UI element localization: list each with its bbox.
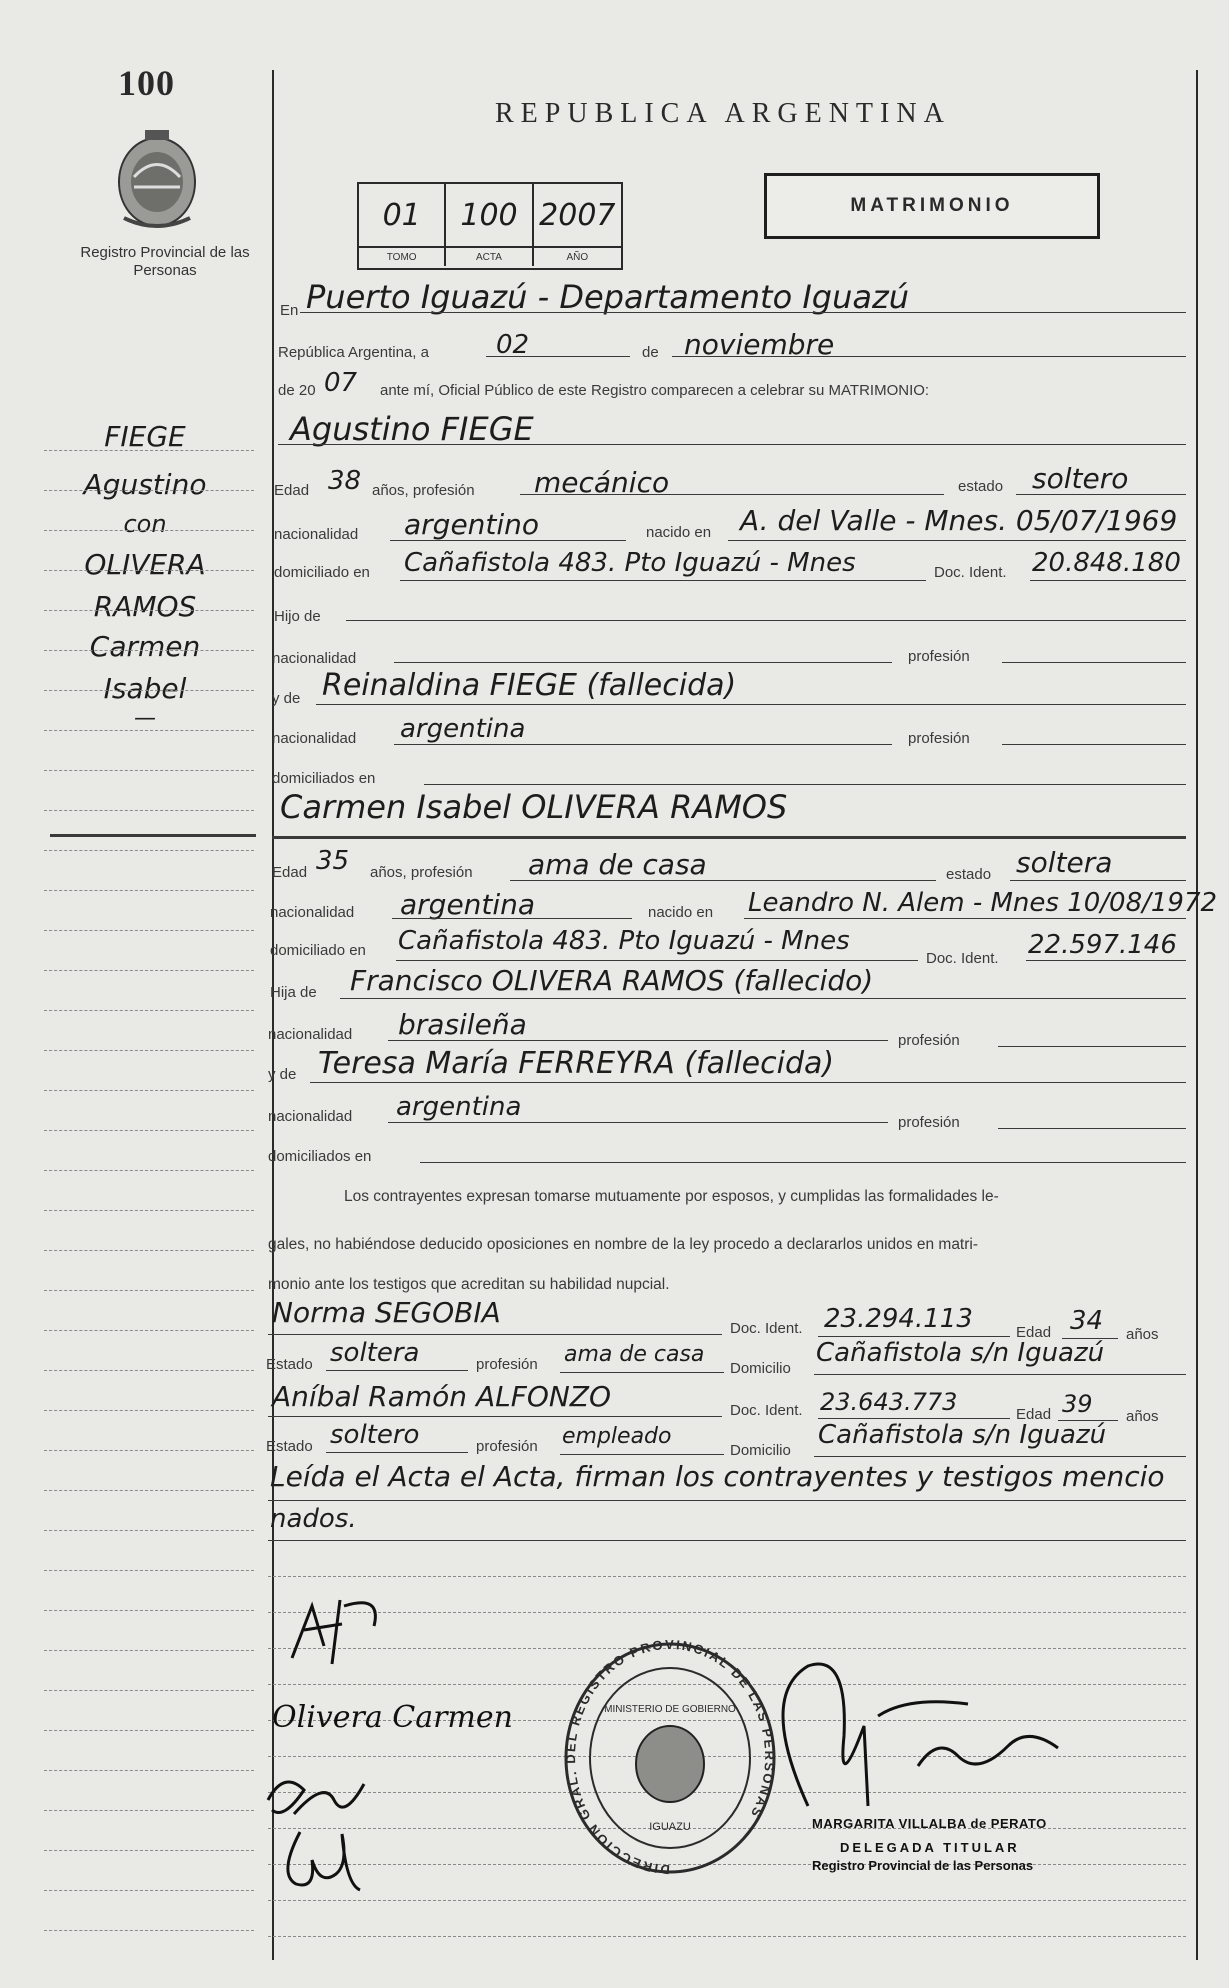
witness1-name: Norma SEGOBIA — [272, 1296, 501, 1329]
margin-ruled-line — [44, 610, 254, 611]
margin-ruled-line — [44, 1530, 254, 1531]
groom-domicile: Cañafistola 483. Pto Iguazú - Mnes — [404, 548, 856, 578]
bride-estado-label: estado — [946, 866, 992, 883]
witness1-domicile: Cañafistola s/n Iguazú — [816, 1338, 1105, 1368]
country-title: REPUBLICA ARGENTINA — [495, 98, 951, 129]
tomo-label: TOMO — [359, 246, 446, 266]
margin-ruled-line — [44, 1890, 254, 1891]
margin-ruled-line — [44, 1730, 254, 1731]
witness2-dom-label: Domicilio — [730, 1442, 791, 1459]
declaration-line-2: gales, no habiéndose deducido oposiciones en nombre de la ley procedo a declararlos unidos en matri- — [268, 1236, 979, 1253]
bride-birthplace: Leandro N. Alem - Mnes 10/08/1972 — [748, 888, 1218, 918]
registry-name: Registro Provincial de las Personas — [80, 244, 250, 279]
witness2-anios-label: años — [1126, 1408, 1159, 1425]
margin-ruled-line — [44, 1330, 254, 1331]
margin-ruled-line — [44, 810, 254, 811]
groom-mother-prof-label: profesión — [908, 730, 970, 747]
groom-nationality: argentino — [404, 508, 540, 541]
groom-nacido-label: nacido en — [646, 524, 712, 541]
signature-1-icon — [282, 1586, 402, 1666]
groom-estado: soltero — [1032, 462, 1129, 495]
margin-ruled-line — [44, 490, 254, 491]
groom-edad-label: Edad — [274, 482, 310, 499]
closing-line-2: nados. — [270, 1504, 357, 1534]
margin-ruled-line — [44, 450, 254, 451]
groom-nac-label: nacionalidad — [274, 526, 359, 543]
bride-nac-label: nacionalidad — [270, 904, 355, 921]
margin-ruled-line — [44, 1290, 254, 1291]
marriage-place: Puerto Iguazú - Departamento Iguazú — [306, 278, 910, 316]
bride-estado: soltera — [1016, 846, 1113, 879]
witness1-dom-label: Domicilio — [730, 1360, 791, 1377]
groom-yde-label: y de — [272, 690, 301, 707]
marriage-month: noviembre — [684, 328, 835, 361]
margin-ruled-line — [44, 730, 254, 731]
margin-separator — [50, 834, 256, 837]
margin-line-4: OLIVERA — [84, 548, 206, 581]
bride-name: Carmen Isabel OLIVERA RAMOS — [280, 788, 788, 826]
margin-ruled-line — [44, 530, 254, 531]
margin-ruled-line — [44, 1610, 254, 1611]
groom-hijo-label: Hijo de — [274, 608, 321, 625]
signature-4-icon — [276, 1824, 366, 1896]
margin-ruled-line — [44, 1050, 254, 1051]
tomo-value: 01 — [382, 197, 421, 233]
bride-yde-label: y de — [268, 1066, 297, 1083]
witness2-estado: soltero — [330, 1420, 420, 1450]
stamp-line-2: DELEGADA TITULAR — [840, 1840, 1020, 1855]
signature-ruled-line — [268, 1576, 1186, 1577]
margin-ruled-line — [44, 1090, 254, 1091]
signature-ruled-line — [268, 1936, 1186, 1937]
acta-label: ACTA — [446, 246, 533, 266]
bride-doc-label: Doc. Ident. — [926, 950, 999, 967]
bride-dom-label: domiciliado en — [270, 942, 366, 959]
witness2-profession: empleado — [562, 1424, 672, 1449]
bride-mother-nac-label: nacionalidad — [268, 1108, 353, 1125]
bride-mother-nationality: argentina — [396, 1092, 522, 1122]
bride-age: 35 — [316, 846, 350, 876]
groom-mother: Reinaldina FIEGE (fallecida) — [322, 668, 737, 703]
bride-profession: ama de casa — [528, 848, 707, 881]
groom-dom-label: domiciliado en — [274, 564, 370, 581]
margin-ruled-line — [44, 1690, 254, 1691]
marriage-day: 02 — [496, 330, 530, 360]
witness1-age: 34 — [1070, 1306, 1104, 1336]
margin-ruled-line — [44, 1130, 254, 1131]
stamp-line-1: MARGARITA VILLALBA de PERATO — [812, 1816, 1047, 1831]
witness2-doc-label: Doc. Ident. — [730, 1402, 803, 1419]
groom-profession: mecánico — [534, 466, 670, 499]
seal-inner-text: MINISTERIO DE GOBIERNO — [604, 1704, 736, 1715]
margin-ruled-line — [44, 1490, 254, 1491]
declaration-line-3: monio ante los testigos que acreditan su habilidad nupcial. — [268, 1276, 670, 1293]
margin-line-8: — — [134, 706, 156, 731]
margin-ruled-line — [44, 770, 254, 771]
bride-nacido-label: nacido en — [648, 904, 714, 921]
witness2-estado-label: Estado — [266, 1438, 313, 1455]
bride-mother: Teresa María FERREYRA (fallecida) — [318, 1046, 835, 1081]
de-label: de — [642, 344, 659, 361]
margin-ruled-line — [44, 1810, 254, 1811]
margin-ruled-line — [44, 890, 254, 891]
margin-ruled-line — [44, 970, 254, 971]
margin-line-5: RAMOS — [93, 590, 197, 623]
bride-doc: 22.597.146 — [1028, 930, 1177, 960]
marriage-year: 07 — [324, 368, 358, 398]
groom-parents-dom-label: domiciliados en — [272, 770, 376, 787]
margin-ruled-line — [44, 1650, 254, 1651]
margin-ruled-line — [44, 1450, 254, 1451]
witness2-name: Aníbal Ramón ALFONZO — [272, 1380, 612, 1413]
margin-line-2: Agustino — [83, 468, 207, 501]
tomo-acta-anio-box — [357, 182, 623, 270]
witness1-prof-label: profesión — [476, 1356, 538, 1373]
bride-nationality: argentina — [400, 888, 536, 921]
margin-ruled-line — [44, 570, 254, 571]
right-rule — [1196, 70, 1198, 1960]
margin-line-7: Isabel — [103, 672, 187, 705]
bride-father-prof-label: profesión — [898, 1032, 960, 1049]
coat-of-arms-icon — [112, 122, 202, 232]
margin-ruled-line — [44, 1010, 254, 1011]
witness1-doc-label: Doc. Ident. — [730, 1320, 803, 1337]
groom-birthplace: A. del Valle - Mnes. 05/07/1969 — [740, 504, 1178, 537]
margin-ruled-line — [44, 1570, 254, 1571]
groom-estado-label: estado — [958, 478, 1004, 495]
margin-line-6: Carmen — [89, 630, 201, 663]
document-type-box: MATRIMONIO — [764, 173, 1100, 239]
page-number: 100 — [118, 63, 175, 103]
acta-value: 100 — [460, 197, 518, 233]
margin-ruled-line — [44, 1410, 254, 1411]
margin-rule — [272, 70, 274, 1960]
closing-line-1: Leída el Acta el Acta, firman los contrayentes y testigos mencio — [270, 1460, 1165, 1493]
witness2-doc: 23.643.773 — [820, 1388, 958, 1416]
groom-doc-label: Doc. Ident. — [934, 564, 1007, 581]
anio-value: 2007 — [539, 197, 616, 233]
groom-name: Agustino FIEGE — [290, 410, 534, 448]
year-prefix: de 20 — [278, 382, 316, 399]
margin-ruled-line — [44, 1850, 254, 1851]
registry-seal-icon — [560, 1640, 780, 1890]
margin-ruled-line — [44, 850, 254, 851]
ante-text: ante mí, Oficial Público de este Registro comparecen a celebrar su MATRIMONIO: — [380, 382, 930, 399]
groom-mother-nac-label: nacionalidad — [272, 730, 357, 747]
anio-label: AÑO — [534, 246, 621, 266]
margin-ruled-line — [44, 690, 254, 691]
signature-3-icon — [264, 1770, 374, 1830]
witness1-doc: 23.294.113 — [824, 1304, 973, 1334]
bride-father-nationality: brasileña — [398, 1008, 527, 1041]
signature-2: Olivera Carmen — [272, 1700, 513, 1735]
margin-ruled-line — [44, 1170, 254, 1171]
groom-doc: 20.848.180 — [1032, 548, 1181, 578]
witness1-profession: ama de casa — [564, 1342, 705, 1367]
groom-father-nac-label: nacionalidad — [272, 650, 357, 667]
bride-father-nac-label: nacionalidad — [268, 1026, 353, 1043]
witness2-prof-label: profesión — [476, 1438, 538, 1455]
margin-ruled-line — [44, 1250, 254, 1251]
margin-ruled-line — [44, 1370, 254, 1371]
stamp-line-3: Registro Provincial de las Personas — [812, 1858, 1034, 1873]
bride-parents-dom-label: domiciliados en — [268, 1148, 372, 1165]
margin-line-1: FIEGE — [104, 420, 186, 453]
signature-ruled-line — [268, 1900, 1186, 1901]
groom-anios-label: años, profesión — [372, 482, 475, 499]
margin-ruled-line — [44, 1770, 254, 1771]
witness1-estado-label: Estado — [266, 1356, 313, 1373]
signature-ruled-line — [268, 1612, 1186, 1613]
bride-father: Francisco OLIVERA RAMOS (fallecido) — [350, 964, 874, 997]
groom-father-prof-label: profesión — [908, 648, 970, 665]
seal-outer-text: DIRECCION GRAL. DEL REGISTRO PROVINCIAL DE LAS PERSONAS — [563, 1640, 778, 1878]
bride-mother-prof-label: profesión — [898, 1114, 960, 1131]
margin-ruled-line — [44, 1930, 254, 1931]
en-label: En — [280, 302, 299, 319]
seal-bottom-text: IGUAZU — [649, 1821, 691, 1833]
official-signature-icon — [768, 1656, 1068, 1826]
witness2-domicile: Cañafistola s/n Iguazú — [818, 1420, 1107, 1450]
groom-age: 38 — [328, 466, 362, 496]
declaration-line-1: Los contrayentes expresan tomarse mutuamente por esposos, y cumplidas las formalidades le- — [344, 1188, 999, 1205]
witness1-anios-label: años — [1126, 1326, 1159, 1343]
witness2-edad-label: Edad — [1016, 1406, 1052, 1423]
margin-ruled-line — [44, 1210, 254, 1211]
bride-hija-label: Hija de — [270, 984, 317, 1001]
groom-mother-nationality: argentina — [400, 714, 526, 744]
witness1-estado: soltera — [330, 1338, 420, 1368]
witness1-edad-label: Edad — [1016, 1324, 1052, 1341]
bride-edad-label: Edad — [272, 864, 308, 881]
margin-line-3: con — [123, 510, 167, 538]
witness2-age: 39 — [1062, 1390, 1093, 1418]
margin-ruled-line — [44, 930, 254, 931]
republica-label: República Argentina, a — [278, 344, 429, 361]
margin-ruled-line — [44, 650, 254, 651]
bride-anios-label: años, profesión — [370, 864, 473, 881]
bride-domicile: Cañafistola 483. Pto Iguazú - Mnes — [398, 926, 850, 956]
